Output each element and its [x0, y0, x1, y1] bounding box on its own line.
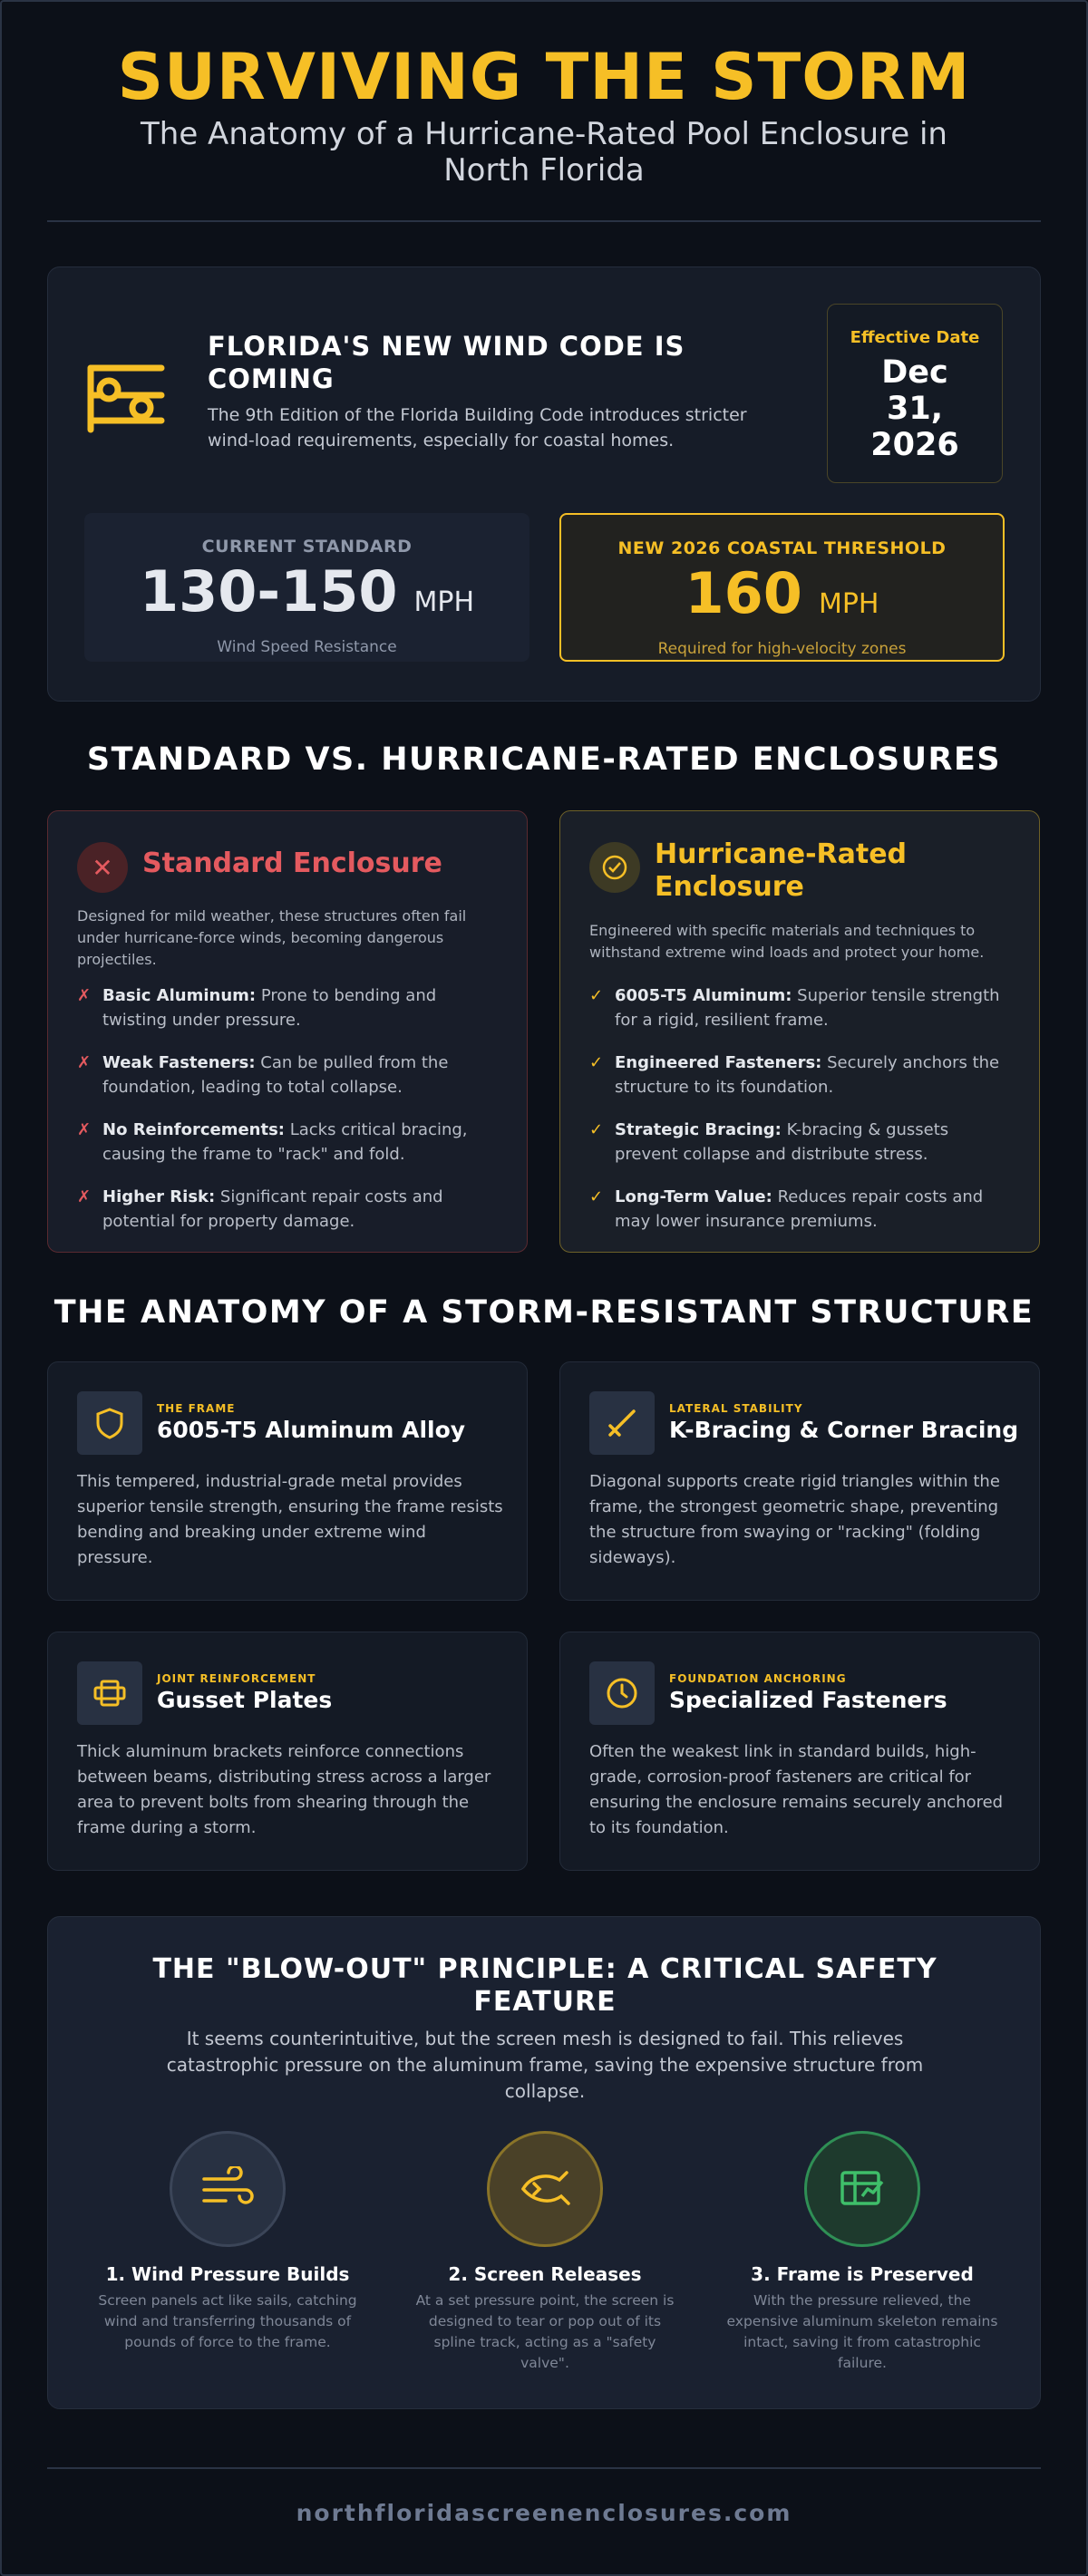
anatomy-tag: LATERAL STABILITY	[669, 1402, 803, 1415]
wind-code-title: FLORIDA'S NEW WIND CODE IS COMING	[208, 331, 685, 394]
check-mark-icon: ✓	[589, 1187, 604, 1206]
effective-date-value: Dec 31, 2026	[870, 354, 959, 463]
item-label: Long-Term Value:	[615, 1187, 772, 1206]
blowout-card	[47, 1916, 1041, 2409]
x-mark-icon: ✗	[77, 1120, 92, 1139]
current-standard-value	[84, 560, 529, 634]
standard-enclosure-description: Designed for mild weather, these structures often fail under hurricane-force winds, becoming dangerous projectiles.	[77, 907, 467, 968]
step-description: Screen panels act like sails, catching wind and transferring thousands of pounds of force to the frame.	[98, 2292, 357, 2350]
x-mark-icon: ✗	[77, 1053, 92, 1072]
release-icon	[487, 2131, 603, 2247]
check-mark-icon: ✓	[589, 1120, 604, 1139]
current-standard-stat	[84, 513, 529, 662]
blowout-description: It seems counterintuitive, but the screen mesh is designed to fail. This relieves catastrophic pressure on the aluminum frame, saving the expensive structure from collapse.	[166, 2028, 924, 2102]
hurricane-enclosure-card	[559, 810, 1040, 1253]
anatomy-tag: THE FRAME	[157, 1402, 236, 1415]
blowout-step-1	[83, 2131, 373, 2353]
item-label: Engineered Fasteners:	[615, 1053, 822, 1072]
item-text: Significant repair costs and potential for property damage.	[102, 1187, 443, 1231]
brace-icon	[589, 1391, 655, 1455]
page-title: SURVIVING THE STORM	[117, 40, 971, 114]
list-item	[589, 1185, 1015, 1234]
effective-date-box	[827, 304, 1003, 483]
list-item	[77, 983, 503, 1032]
standard-enclosure-title: Standard Enclosure	[142, 847, 442, 879]
page-subtitle: The Anatomy of a Hurricane-Rated Pool Enclosure in North Florida	[141, 116, 947, 189]
hurricane-enclosure-title: Hurricane-Rated Enclosure	[655, 838, 908, 903]
item-label: 6005-T5 Aluminum:	[615, 986, 792, 1005]
blowout-title: THE "BLOW-OUT" PRINCIPLE: A CRITICAL SAFETY FEATURE	[152, 1953, 937, 2018]
item-label: Basic Aluminum:	[102, 986, 257, 1005]
step-description: With the pressure relieved, the expensive aluminum skeleton remains intact, saving it from catastrophic failure.	[726, 2292, 998, 2371]
new-threshold-label: NEW 2026 COASTAL THRESHOLD	[617, 538, 947, 558]
item-label: Weak Fasteners:	[102, 1053, 256, 1072]
list-item	[589, 1051, 1015, 1099]
anatomy-description: This tempered, industrial-grade metal provides superior tensile strength, ensuring the frame resists bending and breaking under extreme wind pressure.	[77, 1472, 503, 1567]
shield-icon	[77, 1391, 142, 1455]
plate-icon	[77, 1661, 142, 1725]
footer-divider	[47, 2467, 1041, 2469]
x-icon: ✕	[77, 842, 128, 893]
item-text: Securely anchors the structure to its foundation.	[615, 1053, 1000, 1097]
x-mark-icon: ✗	[77, 986, 92, 1005]
item-text: Superior tensile strength for a rigid, resilient frame.	[615, 986, 1000, 1030]
standard-enclosure-card	[47, 810, 528, 1253]
anatomy-title: Gusset Plates	[157, 1687, 333, 1713]
footer-website[interactable]: northfloridascreenenclosures.com	[296, 2500, 792, 2526]
new-threshold-stat	[559, 513, 1005, 662]
new-threshold-note: Required for high-velocity zones	[657, 640, 907, 658]
anatomy-card-frame	[47, 1361, 528, 1601]
new-threshold-value	[561, 562, 1003, 636]
anatomy-heading: THE ANATOMY OF A STORM-RESISTANT STRUCTURE	[53, 1294, 1035, 1331]
header-divider	[47, 220, 1041, 222]
effective-date-label: Effective Date	[850, 328, 980, 347]
anatomy-tag: JOINT REINFORCEMENT	[157, 1672, 316, 1685]
anatomy-title: 6005-T5 Aluminum Alloy	[157, 1417, 466, 1443]
list-item	[589, 983, 1015, 1032]
check-icon	[589, 842, 640, 893]
anatomy-tag: FOUNDATION ANCHORING	[669, 1672, 847, 1685]
list-item	[77, 1185, 503, 1234]
list-item	[589, 1118, 1015, 1167]
step-title: 1. Wind Pressure Builds	[105, 2263, 350, 2285]
blowout-step-2	[400, 2131, 690, 2374]
current-standard-note: Wind Speed Resistance	[217, 638, 397, 656]
check-mark-icon: ✓	[589, 1053, 604, 1072]
step-title: 3. Frame is Preserved	[751, 2263, 974, 2285]
current-speed-unit: MPH	[413, 586, 475, 618]
anatomy-description: Often the weakest link in standard builds, high-grade, corrosion-proof fasteners are critical for ensuring the enclosure remains securely anchored to its foundation.	[589, 1742, 1004, 1837]
current-speed-number: 130-150	[139, 558, 398, 625]
anatomy-card-bracing	[559, 1361, 1040, 1601]
anatomy-description: Thick aluminum brackets reinforce connections between beams, distributing stress across a larger area to prevent bolts from shearing through the frame during a storm.	[77, 1742, 491, 1837]
anatomy-card-gusset	[47, 1632, 528, 1871]
new-speed-unit: MPH	[818, 588, 879, 620]
hurricane-enclosure-list	[589, 983, 1015, 1252]
item-text: Prone to bending and twisting under pressure.	[102, 986, 437, 1030]
anatomy-title: Specialized Fasteners	[669, 1687, 947, 1713]
anatomy-title: K-Bracing & Corner Bracing	[669, 1417, 1019, 1443]
standard-enclosure-list	[77, 983, 503, 1252]
x-mark-icon: ✗	[77, 1187, 92, 1206]
list-item	[77, 1051, 503, 1099]
new-speed-number: 160	[685, 560, 802, 626]
item-text: Reduces repair costs and may lower insurance premiums.	[615, 1187, 984, 1231]
item-label: Strategic Bracing:	[615, 1120, 782, 1139]
anatomy-description: Diagonal supports create rigid triangles within the frame, the strongest geometric shape, preventing the structure from swaying or "racking" (folding sideways).	[589, 1472, 1000, 1567]
step-title: 2. Screen Releases	[448, 2263, 642, 2285]
item-text: Lacks critical bracing, causing the frame to "rack" and fold.	[102, 1120, 468, 1164]
wind-code-description: The 9th Edition of the Florida Building Code introduces stricter wind-load requirements, especially for coastal homes.	[208, 405, 747, 450]
clock-icon	[589, 1661, 655, 1725]
anatomy-card-fasteners	[559, 1632, 1040, 1871]
current-standard-label: CURRENT STANDARD	[201, 537, 413, 557]
item-label: Higher Risk:	[102, 1187, 216, 1206]
compare-heading: STANDARD VS. HURRICANE-RATED ENCLOSURES	[86, 741, 1002, 778]
sliders-icon	[85, 352, 170, 433]
list-item	[77, 1118, 503, 1167]
step-description: At a set pressure point, the screen is designed to tear or pop out of its spline track, acting as a "safety valve".	[415, 2292, 675, 2371]
hurricane-enclosure-description: Engineered with specific materials and techniques to withstand extreme wind loads and protect your home.	[589, 922, 985, 961]
item-text: K-bracing & gussets prevent collapse and distribute stress.	[615, 1120, 949, 1164]
item-text: Can be pulled from the foundation, leading to total collapse.	[102, 1053, 449, 1097]
wind-icon	[170, 2131, 286, 2247]
blowout-step-3	[717, 2131, 1007, 2374]
check-mark-icon: ✓	[589, 986, 604, 1005]
frame-preserved-icon	[804, 2131, 920, 2247]
item-label: No Reinforcements:	[102, 1120, 285, 1139]
